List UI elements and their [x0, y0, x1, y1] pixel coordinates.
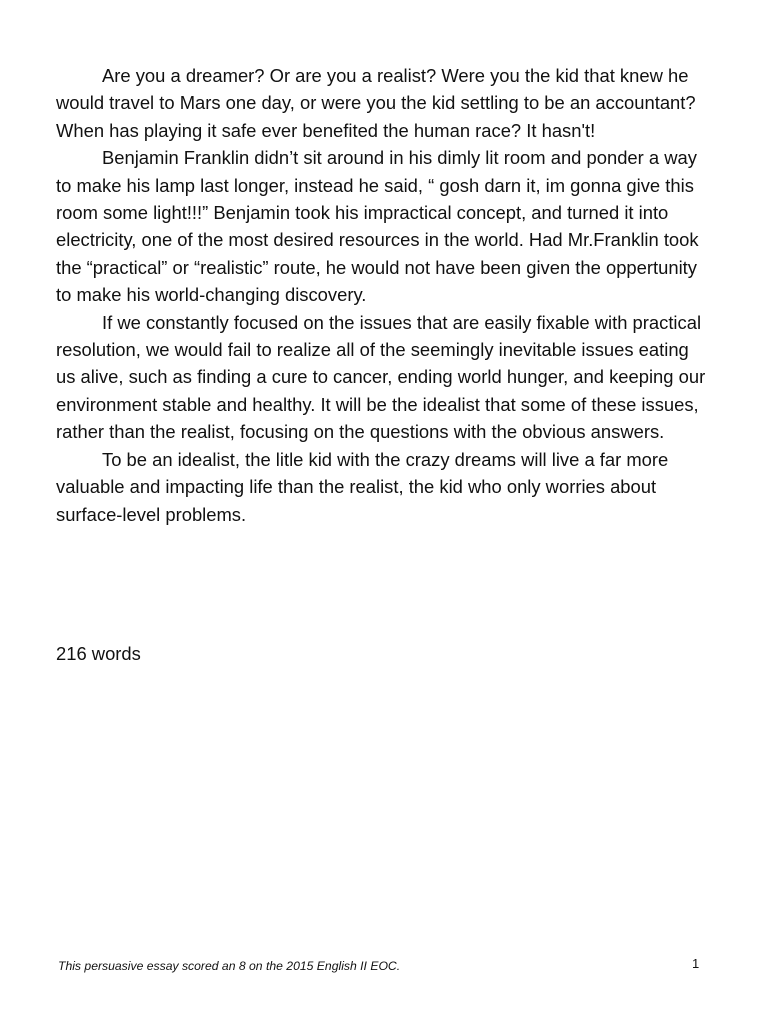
footer-note: This persuasive essay scored an 8 on the 2015 English II EOC. — [58, 959, 401, 973]
word-count: 216 words — [56, 643, 141, 664]
essay-paragraph-1: Are you a dreamer? Or are you a realist? Were you the kid that knew he would travel to Mars one day, or were you the kid settling to be an accountant? When has playing it safe ever benefited the human race? It hasn't! — [56, 65, 696, 141]
essay-paragraph-2: Benjamin Franklin didn’t sit around in his dimly lit room and ponder a way to make his lamp last longer, instead he said, “ gosh darn it, im gonna give this room some light!!!” Benjamin took his impractical concept, and turned it into electricity, one of the most desired resources in the world. Had Mr.Franklin took the “practical” or “realistic” route, he would not have been given the oppertunity to make his world-changing discovery. — [56, 147, 699, 306]
essay-body — [56, 62, 706, 528]
page-number: 1 — [692, 956, 700, 971]
essay-paragraph-4: To be an idealist, the litle kid with the crazy dreams will live a far more valuable and impacting life than the realist, the kid who only worries about surface-level problems. — [56, 448, 669, 525]
essay-paragraph-3: If we constantly focused on the issues that are easily fixable with practical resolution, we would fail to realize all of the seemingly inevitable issues eating us alive, such as finding a cure to cancer, ending world hunger, and keeping our environment stable and healthy. It will be the idealist that some of these issues, rather than the realist, focusing on the questions with the obvious answers. — [56, 311, 706, 443]
